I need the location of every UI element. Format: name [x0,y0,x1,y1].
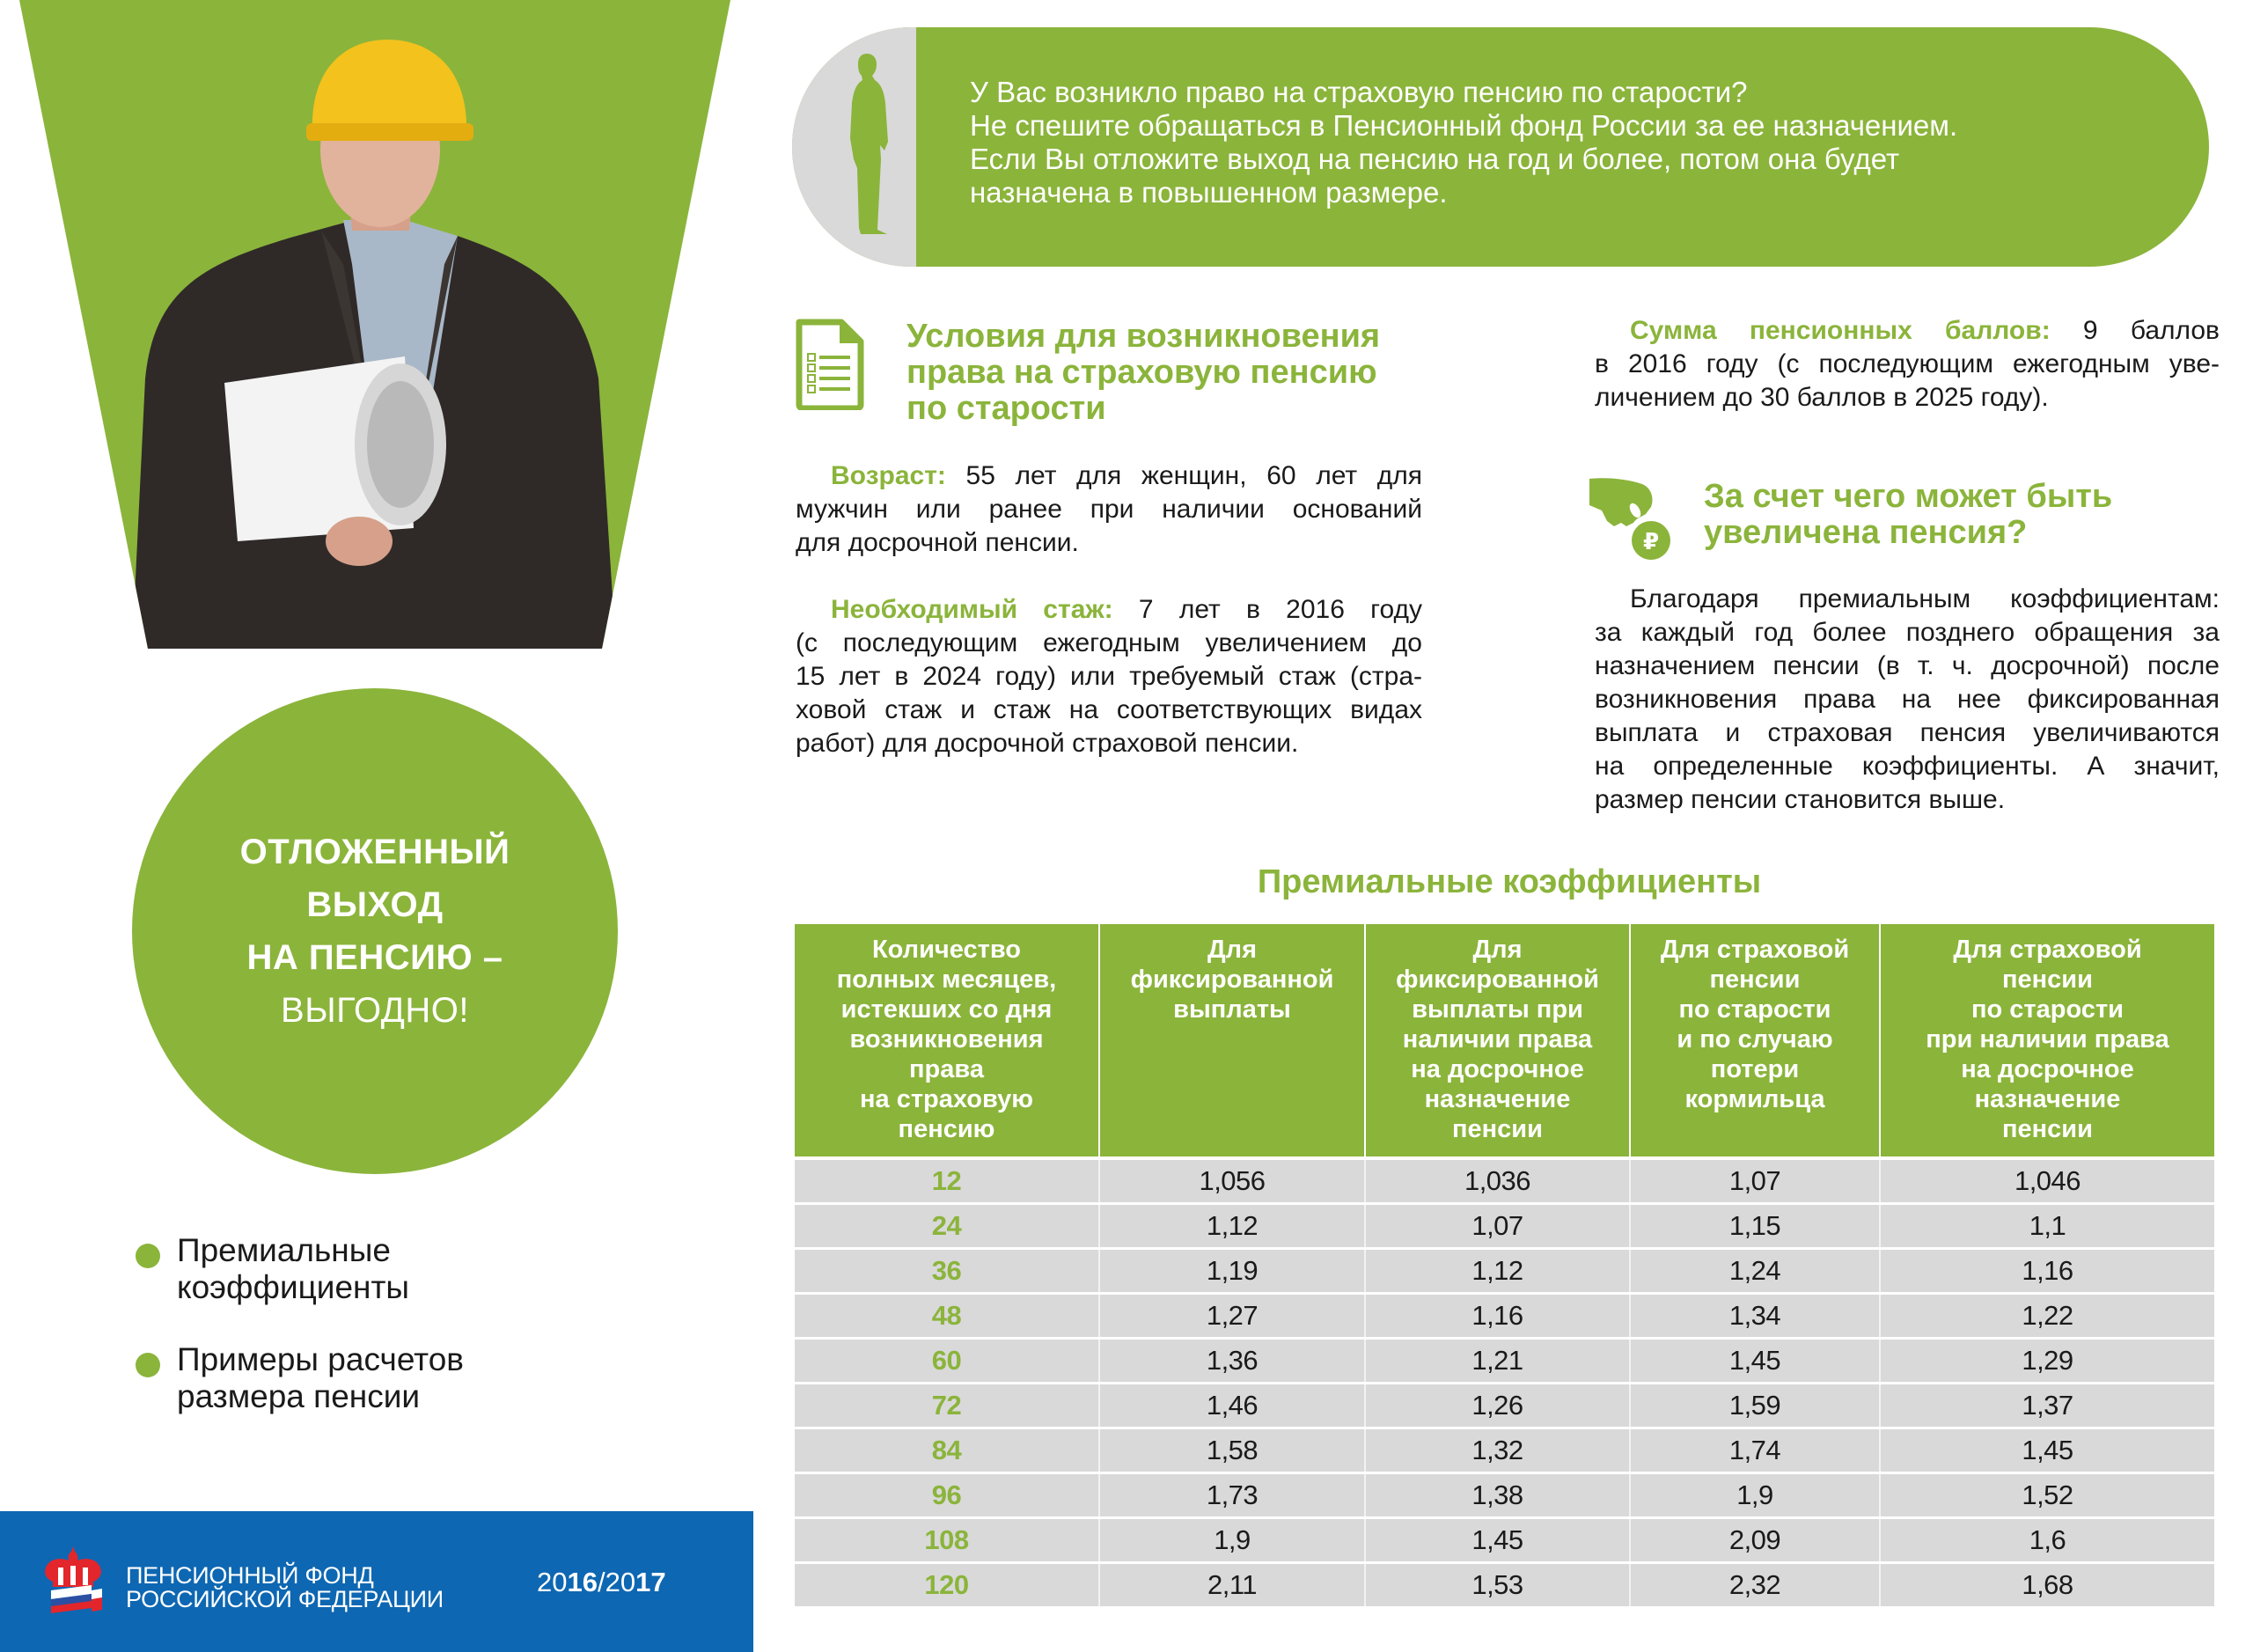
coefficient-cell: 1,24 [1631,1250,1881,1292]
coefficient-cell: 1,12 [1100,1205,1366,1247]
coefficient-cell: 1,07 [1366,1205,1631,1247]
column-header-line: выплаты при [1412,995,1583,1024]
para-line: назначением пенсии (в т. ч. досрочной) после [1595,651,2220,680]
bullet-line: размера пенсии [177,1378,421,1414]
coefficient-cell: 1,19 [1100,1250,1366,1292]
coefficient-cell: 1,38 [1366,1474,1631,1516]
column-header-line: по старости [1678,995,1831,1024]
table-body [795,1160,2214,1609]
column-header-line: фиксированной [1396,966,1599,994]
increase-heading [1704,479,2112,551]
para-line: на определенные коэффициенты. А значит, [1595,752,2220,781]
column-header-line: пенсии [2002,966,2093,994]
coefficient-cell: 1,26 [1366,1384,1631,1427]
coefficient-cell: 1,16 [2022,1255,2073,1286]
table-row [795,1250,2214,1295]
bullet-line: Примеры расчетов [177,1341,464,1377]
para-line: возникновения права на нее фиксированная [1595,685,2220,714]
coefficient-cell: 1,52 [2022,1479,2073,1510]
months-cell: 84 [795,1429,1100,1472]
footer-year [537,1568,666,1597]
months-cell: 108 [795,1519,1100,1561]
premium-coefficients-table [795,924,2214,1609]
table-row [795,1160,2214,1205]
column-header-line: фиксированной [1130,966,1334,994]
coefficient-cell: 1,46 [1100,1384,1366,1427]
coefficient-cell: 1,32 [1366,1429,1631,1472]
coefficient-cell: 1,036 [1366,1160,1631,1202]
table-row [795,1295,2214,1340]
months-cell: 24 [795,1205,1100,1247]
coefficient-cell: 1,27 [1100,1295,1366,1337]
coefficient-cell: 1,22 [2022,1300,2073,1331]
table-row [795,1205,2214,1250]
heading-line: по старости [906,390,1106,427]
column-header-line: потери [1710,1055,1800,1083]
column-header-line: Для [1207,936,1257,964]
heading-line: увеличена пенсия? [1704,514,2028,551]
man-in-hard-hat-photo-icon [0,0,757,651]
para-text: 55 лет для женщин, 60 лет для [945,461,1422,490]
coefficient-cell: 1,046 [2014,1165,2081,1196]
months-cell: 120 [795,1564,1100,1606]
coefficient-cell: 1,73 [1100,1474,1366,1516]
table-row [795,1340,2214,1384]
conditions-heading [906,319,1380,427]
para-line: в 2016 году (с последующим ежегодным уве- [1595,349,2220,378]
coefficient-cell: 1,36 [1100,1340,1366,1382]
coefficient-cell: 1,9 [1100,1519,1366,1561]
coefficient-cell: 1,37 [2022,1390,2073,1421]
coefficient-cell: 1,34 [1631,1295,1881,1337]
months-cell: 12 [795,1160,1100,1202]
coefficient-cell: 2,09 [1631,1519,1881,1561]
ruble-sign: ₽ [1642,529,1660,555]
coefficient-cell: 1,6 [2029,1524,2066,1555]
column-header-line: на досрочное [1411,1055,1584,1083]
para-text: 7 лет в 2016 году [1112,595,1422,624]
para-line: работ) для досрочной страховой пенсии. [796,729,1299,758]
column-header-line: наличии права [1402,1025,1593,1054]
heading-line: права на страховую пенсию [906,354,1377,391]
para-line: ховой стаж и стаж на соответствующих видах [796,695,1422,724]
column-header-line: Для страховой [1953,936,2142,964]
para-line: для досрочной пенсии. [796,528,1079,557]
coefficient-cell: 1,15 [1631,1205,1881,1247]
column-header-line: назначение [1424,1085,1571,1113]
heading-line: За счет чего может быть [1704,478,2113,515]
para-line: выплата и страховая пенсия увеличиваются [1595,718,2220,747]
column-header-line: Для страховой [1660,936,1850,964]
banner-line: У Вас возникло право на страховую пенсию по старости? [970,76,1748,108]
column-header-line: Для [1472,936,1523,964]
months-cell: 96 [795,1474,1100,1516]
org-name-line: ПЕНСИОННЫЙ ФОНД [126,1562,374,1589]
coefficient-cell: 1,12 [1366,1250,1631,1292]
column-header [1631,924,1881,1156]
coefficient-cell: 1,45 [2022,1435,2073,1465]
year-part-bold: 16 [567,1567,598,1597]
table-row [795,1384,2214,1429]
bullet-line: коэффициенты [177,1269,410,1305]
bullet-line: Премиальные [177,1232,391,1268]
coefficient-cell: 1,056 [1100,1160,1366,1202]
bullet-dot-icon [136,1244,160,1268]
coefficient-cell: 1,59 [1631,1384,1881,1427]
experience-paragraph [796,593,1422,760]
para-line: личением до 30 баллов в 2025 году). [1595,383,2049,412]
intro-banner [792,27,2209,267]
column-header-line: назначение [1974,1085,2121,1113]
age-label: Возраст: [831,461,946,490]
column-header-line: истекших со дня [840,995,1053,1024]
para-line [796,459,1422,493]
coefficient-cell: 1,68 [2022,1569,2073,1600]
months-cell: 60 [795,1340,1100,1382]
banner-line: назначена в повышенном размере. [970,176,1448,209]
column-header-line: возникновения [849,1025,1044,1054]
column-header-line: пенсии [2002,1115,2093,1143]
circle-title-line: ВЫХОД [306,885,444,924]
column-header [1100,924,1366,1156]
months-cell: 36 [795,1250,1100,1292]
banner-line: Не спешите обращаться в Пенсионный фонд России за ее назначением. [970,109,1958,142]
org-name-line: РОССИЙСКОЙ ФЕДЕРАЦИИ [126,1586,444,1612]
person-silhouette-icon [845,54,898,234]
column-header-line: выплаты [1173,995,1291,1024]
column-header-line: при наличии права [1926,1025,2169,1054]
coefficient-cell: 1,21 [1366,1340,1631,1382]
column-header-line: кормильца [1684,1085,1825,1113]
table-row [795,1474,2214,1519]
bullet-text [177,1341,464,1415]
bullet-dot-icon [136,1353,160,1377]
table-header-row [795,924,2214,1160]
column-header-line: пенсию [898,1115,995,1143]
table-row [795,1564,2214,1609]
pfr-logo-icon [39,1545,107,1613]
coefficient-cell: 2,11 [1100,1564,1366,1606]
hand-with-ruble-coin-icon [1589,475,1681,562]
increase-paragraph [1595,583,2220,817]
para-line: (с последующим ежегодным увеличением до [796,628,1422,657]
column-header [1366,924,1631,1156]
para-line: мужчин или ранее при наличии оснований [796,495,1422,524]
pension-points-paragraph [1595,314,2220,415]
para-line: 15 лет в 2024 году) или требуемый стаж (стра- [796,662,1422,691]
para-line [796,593,1422,627]
year-part-bold: 17 [635,1567,666,1597]
column-header-line: пенсии [1709,966,1801,994]
experience-label: Необходимый стаж: [831,595,1113,624]
circle-title-line: ВЫГОДНО! [281,991,469,1030]
bullet-text [177,1232,409,1306]
coefficient-cell: 1,07 [1631,1160,1881,1202]
circle-title-line: НА ПЕНСИЮ – [246,938,503,977]
table-row [795,1429,2214,1474]
footer-band [0,1511,753,1652]
column-header-line: и по случаю [1677,1025,1833,1054]
column-header-line: права [909,1055,984,1083]
year-part: /20 [597,1567,636,1597]
banner-text [970,76,1957,209]
heading-line: Условия для возникновения [906,318,1381,355]
column-header-line: на страховую [860,1085,1033,1113]
year-part: 20 [537,1567,568,1597]
document-checklist-icon [796,319,864,410]
column-header-line: полных месяцев, [836,966,1057,994]
coefficient-cell: 1,53 [1366,1564,1631,1606]
months-cell: 48 [795,1295,1100,1337]
table-row [795,1519,2214,1564]
coefficient-cell: 1,74 [1631,1429,1881,1472]
hero-photo [0,0,757,651]
table-title: Премиальные коэффициенты [1257,863,1762,900]
points-label: Сумма пенсионных баллов: [1630,316,2051,345]
column-header [795,924,1100,1156]
column-header-line: по старости [1971,995,2124,1024]
coefficient-cell: 1,45 [1631,1340,1881,1382]
para-line: Благодаря премиальным коэффициентам: [1630,584,2220,613]
banner-line: Если Вы отложите выход на пенсию на год и более, потом она будет [970,143,1900,175]
para-text: 9 баллов [2050,316,2220,345]
column-header-line: на досрочное [1961,1055,2134,1083]
coefficient-cell: 1,58 [1100,1429,1366,1472]
age-paragraph [796,459,1422,560]
coefficient-cell: 1,16 [1366,1295,1631,1337]
coefficient-cell: 1,29 [2022,1345,2073,1376]
para-line [1595,314,2220,348]
para-line: размер пенсии становится выше. [1595,785,2006,814]
para-line: за каждый год более позднего обращения за [1595,618,2220,647]
coefficient-cell: 1,45 [1366,1519,1631,1561]
column-header [1881,924,2214,1156]
column-header-line: пенсии [1452,1115,1543,1143]
coefficient-cell: 2,32 [1631,1564,1881,1606]
months-cell: 72 [795,1384,1100,1427]
title-circle [132,688,618,1174]
coefficient-cell: 1,9 [1631,1474,1881,1516]
footer-org-name [126,1564,444,1612]
coefficient-cell: 1,1 [2029,1210,2066,1241]
circle-title-line: ОТЛОЖЕННЫЙ [239,833,510,871]
column-header-line: Количество [871,936,1021,964]
